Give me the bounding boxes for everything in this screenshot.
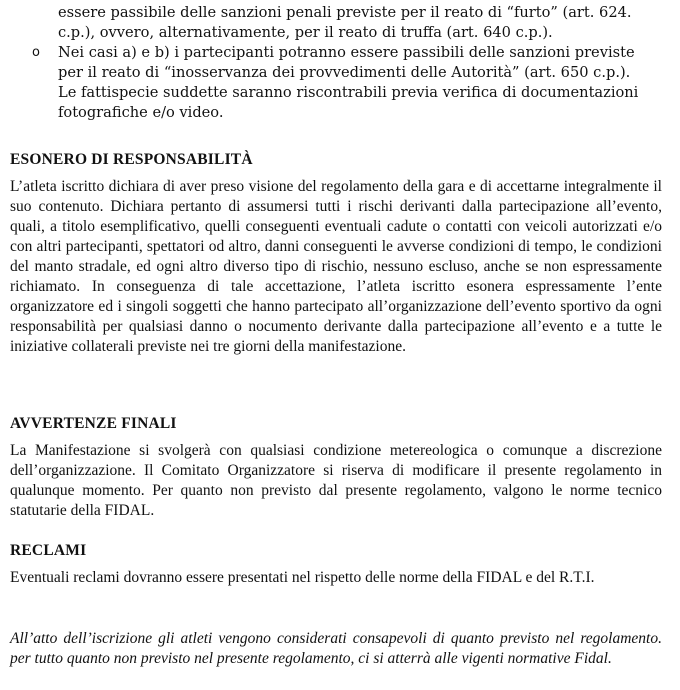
bullet-continuation-text: essere passibile delle sanzioni penali previste per il reato di “furto” (art. 624. c.p.), ovvero, alternativamente, per il reato di truffa (art. 640 c.p.). (58, 4, 632, 41)
section-heading-avvertenze: AVVERTENZE FINALI (10, 415, 177, 432)
bullet-marker: o (32, 45, 40, 60)
section-body-avvertenze: La Manifestazione si svolgerà con qualsiasi condizione metereologica o comunque a discrezione dell’organizzazione. Il Comitato Organizzatore si riserva di modificare il presente regolamento in qualunque momento. Per quanto non previsto dal presente regolamento, valgono le norme tecnico statutarie della FIDAL. (10, 442, 662, 519)
section-body-esonero: L’atleta iscritto dichiara di aver preso visione del regolamento della gara e di accettarne integralmente il suo contenuto. Dichiara pertanto di assumersi tutti i rischi derivanti dalla partecipazione all’evento, quali, a titolo esemplificativo, quelli conseguenti eventuali cadute o contatti con veicoli autorizzati e/o con altri partecipanti, spettatori od altro, danni conseguenti le avverse condizioni di tempo, le condizioni del manto stradale, ed ogni altro diverso tipo di rischio, nessuno escluso, anche se non espressamente richiamato. In conseguenza di tale accettazione, l’atleta iscritto esonera espressamente l’ente organizzatore ed i singoli soggetti che hanno partecipato all’organizzazione dell’evento sportivo da ogni responsabilità per qualsiasi danno o nocumento derivante dalla partecipazione all’evento e a tutte le iniziative collaterali previste nei tre giorni della manifestazione. (10, 178, 662, 355)
section-body-reclami: Eventuali reclami dovranno essere presentati nel rispetto delle norme della FIDAL e del R.T.I. (10, 569, 595, 586)
footer-note: All’atto dell’iscrizione gli atleti vengono considerati consapevoli di quanto previsto nel regolamento. per tutto quanto non previsto nel presente regolamento, ci si atterrà alle vigenti normative Fidal. (10, 630, 662, 667)
section-heading-esonero: ESONERO DI RESPONSABILITÀ (10, 151, 253, 168)
list-item (10, 43, 648, 123)
list-item-text: Nei casi a) e b) i partecipanti potranno essere passibili delle sanzioni previste per il reato di “inosservanza dei provvedimenti delle Autorità” (art. 650 c.p.). Le fattispecie suddette saranno riscontrabili previa verifica di documentazioni fotografiche e/o video. (58, 44, 639, 121)
bullet-list (10, 3, 662, 123)
section-heading-reclami: RECLAMI (10, 542, 87, 559)
